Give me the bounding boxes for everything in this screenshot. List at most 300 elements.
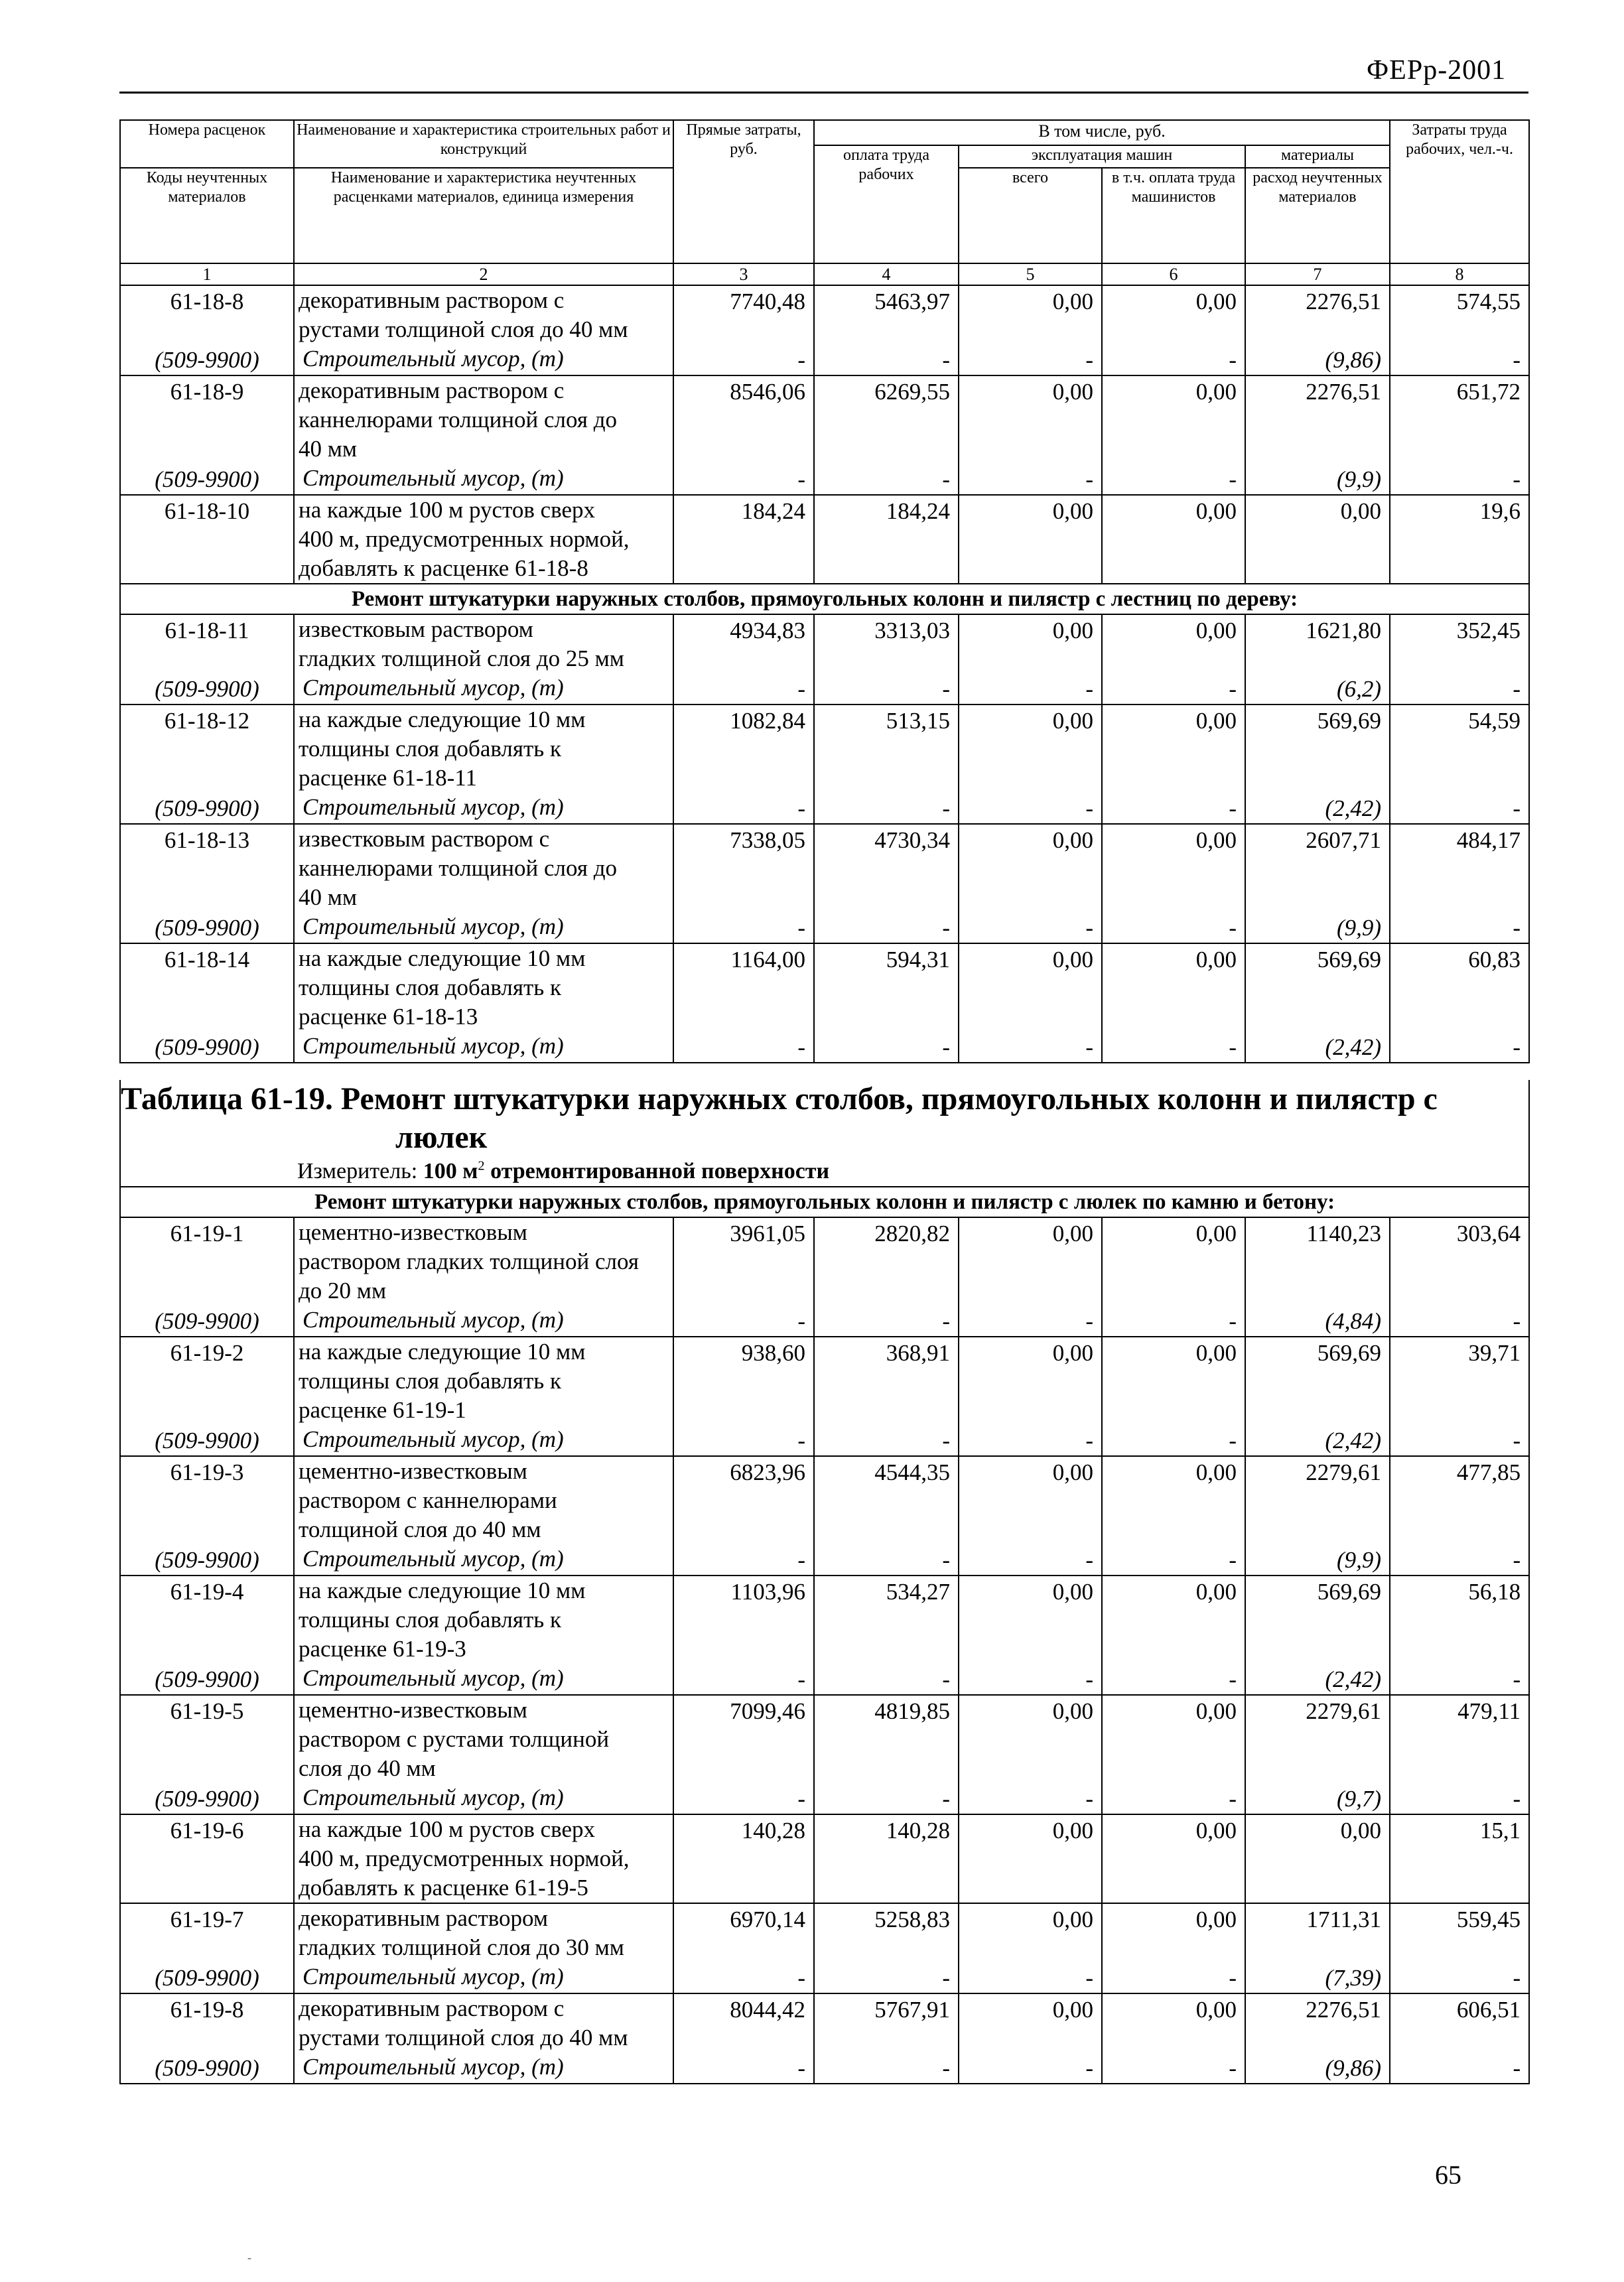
- description-line: расценке 61-19-3: [299, 1636, 466, 1662]
- material-code: (509-9900): [155, 1547, 259, 1573]
- spacer: [1103, 436, 1237, 465]
- rate-row: [120, 705, 1529, 824]
- direct-costs: 140,28: [741, 1818, 805, 1844]
- material-labor-hours: -: [1513, 466, 1521, 493]
- rate-code-cell: [120, 1217, 294, 1337]
- spacer: [1246, 1397, 1381, 1426]
- spacer: [815, 1934, 950, 1964]
- header-col2-top: Наименование и характеристика строительных работ и конструкций: [294, 120, 673, 168]
- machines-total-cell: [959, 285, 1102, 375]
- machinist-wages-cell: [1102, 1576, 1245, 1695]
- rates-table-61-18: [119, 119, 1530, 1063]
- material-code: (509-9900): [155, 915, 259, 941]
- spacer: [121, 436, 293, 465]
- material-machines-total: -: [1085, 1965, 1093, 1991]
- machines-total-cell: [959, 1576, 1102, 1695]
- worker-wages: 594,31: [886, 947, 950, 973]
- worker-wages: 4544,35: [874, 1459, 950, 1485]
- spacer: [959, 736, 1093, 765]
- spacer: [1390, 855, 1521, 884]
- spacer: [1246, 436, 1381, 465]
- spacer: [1246, 1636, 1381, 1665]
- description-line: 40 мм: [299, 884, 358, 911]
- spacer: [1246, 316, 1381, 346]
- rate-description-cell: [294, 943, 673, 1063]
- rate-description-cell: [294, 1456, 673, 1576]
- spacer: [815, 407, 950, 436]
- machines-total-cell: [959, 614, 1102, 705]
- materials: 569,69: [1317, 1579, 1381, 1605]
- spacer: [959, 1726, 1093, 1755]
- rate-code-cell: [120, 614, 294, 705]
- rate-row: [120, 1695, 1529, 1814]
- spacer: [121, 1636, 293, 1665]
- material-machines-total: -: [1085, 1666, 1093, 1692]
- rate-description-cell: [294, 1576, 673, 1695]
- material-machines-total: -: [1085, 915, 1093, 941]
- spacer: [121, 1248, 293, 1278]
- column-number: 7: [1245, 263, 1390, 285]
- column-numbers: [120, 263, 1529, 285]
- spacer: [674, 1516, 805, 1546]
- machinist-wages: 0,00: [1195, 1459, 1237, 1485]
- spacer: [815, 1278, 950, 1307]
- materials: 1621,80: [1306, 618, 1382, 644]
- description-line: декоративным раствором с: [299, 287, 565, 314]
- materials-cell: [1245, 1576, 1390, 1695]
- spacer: [121, 884, 293, 913]
- spacer: [1103, 407, 1237, 436]
- machinist-wages: 0,00: [1195, 947, 1237, 973]
- measure-row: [120, 1157, 1529, 1187]
- spacer: [959, 1516, 1093, 1546]
- labor-hours-cell: [1390, 495, 1529, 584]
- spacer: [1390, 407, 1521, 436]
- spacer: [1103, 1726, 1237, 1755]
- direct-costs: 1164,00: [730, 947, 805, 973]
- labor-hours: 479,11: [1457, 1698, 1521, 1724]
- labor-hours-cell: [1390, 1217, 1529, 1337]
- worker-wages-cell: [814, 1456, 959, 1576]
- header-col1-bottom: Коды неучтенных материалов: [120, 168, 294, 263]
- spacer: [815, 884, 950, 913]
- rate-code: 61-19-5: [170, 1698, 244, 1724]
- measure-label: Измеритель:: [297, 1159, 423, 1183]
- spacer: [815, 765, 950, 794]
- spacer: [121, 1004, 293, 1033]
- material-name: Строительный мусор, (т): [303, 465, 564, 492]
- direct-costs-cell: [673, 943, 814, 1063]
- labor-hours-cell: [1390, 1337, 1529, 1456]
- worker-wages-cell: [814, 1695, 959, 1814]
- rate-row: [120, 1814, 1529, 1903]
- material-code: (509-9900): [155, 1786, 259, 1812]
- materials: 2276,51: [1306, 379, 1382, 405]
- header-machines: эксплуатация машин: [959, 145, 1245, 168]
- column-number: 4: [814, 263, 959, 285]
- labor-hours: 303,64: [1456, 1221, 1521, 1246]
- table1-entries-b: [120, 614, 1529, 1063]
- rates-table-61-19: [119, 1080, 1530, 2084]
- worker-wages: 4819,85: [874, 1698, 950, 1724]
- material-worker-wages: -: [942, 466, 950, 493]
- spacer: [1103, 645, 1237, 675]
- header-col2-bottom: Наименование и характеристика неучтенных расценками материалов, единица измерения: [294, 168, 673, 263]
- header-group-including: В том числе, руб.: [814, 120, 1390, 145]
- description-line: каннелюрами толщиной слоя до: [299, 407, 618, 433]
- spacer: [959, 1607, 1093, 1636]
- spacer: [674, 974, 805, 1004]
- description-line: раствором с каннелюрами: [299, 1487, 557, 1513]
- worker-wages-cell: [814, 705, 959, 824]
- description-line: до 20 мм: [299, 1278, 387, 1304]
- material-worker-wages: -: [942, 1034, 950, 1061]
- worker-wages-cell: [814, 375, 959, 495]
- spacer: [674, 1934, 805, 1964]
- rate-description-cell: [294, 1993, 673, 2084]
- spacer: [815, 736, 950, 765]
- spacer: [959, 2025, 1093, 2054]
- machines-total: 0,00: [1052, 289, 1093, 315]
- spacer: [815, 1755, 950, 1784]
- labor-hours-cell: [1390, 1814, 1529, 1903]
- rate-code: 61-19-3: [170, 1459, 244, 1485]
- material-direct-costs: -: [797, 1034, 805, 1061]
- machinist-wages-cell: [1102, 705, 1245, 824]
- spacer: [1103, 1368, 1237, 1397]
- material-direct-costs: -: [797, 2055, 805, 2081]
- direct-costs-cell: [673, 1993, 814, 2084]
- stray-mark: -: [247, 2251, 251, 2264]
- spacer: [1390, 1004, 1521, 1033]
- material-name: Строительный мусор, (т): [303, 1426, 564, 1452]
- materials: 2279,61: [1306, 1459, 1381, 1485]
- machines-total: 0,00: [1052, 1579, 1093, 1605]
- rate-description-cell: [294, 1695, 673, 1814]
- spacer: [1246, 645, 1381, 675]
- spacer: [121, 974, 293, 1004]
- spacer: [815, 1726, 950, 1755]
- material-code: (509-9900): [155, 1308, 259, 1334]
- machines-total: 0,00: [1052, 827, 1093, 854]
- spacer: [1103, 1487, 1237, 1516]
- material-materials: (9,9): [1336, 466, 1382, 493]
- machines-total-cell: [959, 1456, 1102, 1576]
- materials-cell: [1245, 824, 1390, 943]
- direct-costs: 4934,83: [730, 618, 805, 644]
- rate-row: [120, 614, 1529, 705]
- description-line: толщины слоя добавлять к: [299, 736, 561, 762]
- labor-hours-cell: [1390, 1576, 1529, 1695]
- spacer: [1390, 1278, 1521, 1307]
- spacer: [674, 1726, 805, 1755]
- machines-total: 0,00: [1052, 947, 1093, 973]
- worker-wages-cell: [814, 943, 959, 1063]
- material-machinist-wages: -: [1229, 2055, 1237, 2081]
- material-machinist-wages: -: [1229, 1034, 1237, 1061]
- description-line: раствором с рустами толщиной: [299, 1726, 610, 1752]
- material-materials: (2,42): [1325, 1428, 1381, 1453]
- spacer: [674, 1607, 805, 1636]
- spacer: [1103, 855, 1237, 884]
- material-materials: (9,7): [1336, 1786, 1381, 1812]
- spacer: [674, 1278, 805, 1307]
- spacer: [1103, 974, 1237, 1004]
- rate-row: [120, 1337, 1529, 1456]
- spacer: [815, 1607, 950, 1636]
- spacer: [815, 1397, 950, 1426]
- machinist-wages: 0,00: [1195, 1340, 1237, 1366]
- table1-section: [120, 584, 1529, 614]
- rate-description-cell: [294, 285, 673, 375]
- material-machinist-wages: -: [1229, 1786, 1237, 1812]
- description-line: известковым раствором: [299, 616, 533, 643]
- direct-costs: 938,60: [741, 1340, 805, 1366]
- measure-sup: 2: [478, 1158, 485, 1174]
- material-code: (509-9900): [155, 1428, 259, 1453]
- page-number: 65: [1435, 2160, 1461, 2190]
- material-direct-costs: -: [797, 1786, 805, 1812]
- material-labor-hours: -: [1513, 676, 1521, 703]
- spacer: [1246, 765, 1381, 794]
- material-name: Строительный мусор, (т): [303, 346, 564, 372]
- spacer: [1246, 736, 1381, 765]
- spacer: [121, 1755, 293, 1784]
- table1-entries-a: [120, 285, 1529, 584]
- labor-hours: 15,1: [1479, 1818, 1521, 1844]
- machines-total-cell: [959, 705, 1102, 824]
- materials: 569,69: [1317, 947, 1382, 973]
- materials-cell: [1245, 1695, 1390, 1814]
- rate-code: 61-19-7: [170, 1907, 244, 1932]
- machinist-wages: 0,00: [1195, 827, 1237, 854]
- spacer: [121, 736, 293, 765]
- material-direct-costs: -: [797, 915, 805, 941]
- table-title-line1: Таблица 61-19. Ремонт штукатурки наружных столбов, прямоугольных колонн и пилястр с: [121, 1081, 1438, 1116]
- labor-hours-cell: [1390, 1903, 1529, 1993]
- material-direct-costs: -: [797, 795, 805, 822]
- material-worker-wages: -: [942, 1965, 950, 1991]
- description-line: раствором гладких толщиной слоя: [299, 1248, 639, 1274]
- materials-cell: [1245, 1217, 1390, 1337]
- worker-wages: 3313,03: [874, 618, 950, 644]
- material-name: Строительный мусор, (т): [303, 1307, 564, 1333]
- direct-costs-cell: [673, 1814, 814, 1903]
- spacer: [1390, 1516, 1521, 1546]
- material-name: Строительный мусор, (т): [303, 1033, 564, 1059]
- rate-code: 61-19-2: [170, 1340, 244, 1366]
- direct-costs-cell: [673, 1695, 814, 1814]
- material-machines-total: -: [1085, 1547, 1093, 1573]
- description-line: расценке 61-18-11: [299, 765, 477, 791]
- machinist-wages-cell: [1102, 824, 1245, 943]
- spacer: [1246, 1607, 1381, 1636]
- spacer: [1246, 407, 1381, 436]
- rate-code: 61-18-9: [170, 379, 244, 405]
- spacer: [959, 1397, 1093, 1426]
- machinist-wages: 0,00: [1195, 1997, 1237, 2023]
- machinist-wages-cell: [1102, 1217, 1245, 1337]
- header-unaccounted-materials: расход неучтенных материалов: [1245, 168, 1390, 263]
- labor-hours-cell: [1390, 375, 1529, 495]
- materials-cell: [1245, 1456, 1390, 1576]
- labor-hours: 574,55: [1456, 289, 1521, 315]
- rate-code-cell: [120, 943, 294, 1063]
- material-direct-costs: -: [797, 1308, 805, 1334]
- material-machines-total: -: [1085, 795, 1093, 822]
- direct-costs-cell: [673, 614, 814, 705]
- spacer: [959, 855, 1093, 884]
- material-worker-wages: -: [942, 915, 950, 941]
- rate-code-cell: [120, 705, 294, 824]
- labor-hours: 651,72: [1456, 379, 1521, 405]
- rate-description-cell: [294, 1814, 673, 1903]
- header-machinist-wages: в т.ч. оплата труда машинистов: [1102, 168, 1245, 263]
- spacer: [959, 1368, 1093, 1397]
- material-worker-wages: -: [942, 1428, 950, 1453]
- machines-total: 0,00: [1052, 1459, 1093, 1485]
- rate-code: 61-18-11: [165, 618, 249, 644]
- spacer: [121, 1726, 293, 1755]
- spacer: [1246, 1487, 1381, 1516]
- labor-hours-cell: [1390, 824, 1529, 943]
- material-machinist-wages: -: [1229, 915, 1237, 941]
- machines-total-cell: [959, 1695, 1102, 1814]
- rate-row: [120, 1217, 1529, 1337]
- header-labor-hours: Затраты труда рабочих, чел.-ч.: [1390, 120, 1529, 263]
- spacer: [674, 436, 805, 465]
- direct-costs-cell: [673, 824, 814, 943]
- material-materials: (9,9): [1336, 915, 1382, 941]
- direct-costs: 8044,42: [730, 1997, 805, 2023]
- spacer: [121, 1516, 293, 1546]
- description-line: толщины слоя добавлять к: [299, 1368, 561, 1394]
- direct-costs: 7740,48: [730, 289, 805, 315]
- machines-total-cell: [959, 943, 1102, 1063]
- description-line: цементно-известковым: [299, 1458, 527, 1484]
- worker-wages: 2820,82: [874, 1221, 950, 1246]
- material-direct-costs: -: [797, 1428, 805, 1453]
- material-name: Строительный мусор, (т): [303, 1665, 564, 1691]
- worker-wages: 5258,83: [874, 1907, 950, 1932]
- description-line: цементно-известковым: [299, 1697, 527, 1723]
- material-labor-hours: -: [1513, 1428, 1521, 1453]
- spacer: [1390, 316, 1521, 346]
- spacer: [959, 436, 1093, 465]
- worker-wages: 368,91: [886, 1340, 950, 1366]
- description-line: каннелюрами толщиной слоя до: [299, 855, 618, 882]
- worker-wages: 534,27: [886, 1579, 950, 1605]
- material-machinist-wages: -: [1229, 1308, 1237, 1334]
- spacer: [959, 316, 1093, 346]
- labor-hours-cell: [1390, 1993, 1529, 2084]
- machinist-wages-cell: [1102, 1695, 1245, 1814]
- column-number: 2: [294, 263, 673, 285]
- material-direct-costs: -: [797, 1965, 805, 1991]
- rate-code-cell: [120, 1814, 294, 1903]
- column-number: 3: [673, 263, 814, 285]
- spacer: [1246, 1726, 1381, 1755]
- header-direct-costs: Прямые затраты, руб.: [673, 120, 814, 263]
- material-machinist-wages: -: [1229, 1666, 1237, 1692]
- worker-wages: 4730,34: [874, 827, 950, 854]
- labor-hours: 352,45: [1456, 618, 1521, 644]
- direct-costs: 6823,96: [730, 1459, 805, 1485]
- machinist-wages: 0,00: [1195, 1579, 1237, 1605]
- direct-costs-cell: [673, 1337, 814, 1456]
- spacer: [1390, 1248, 1521, 1278]
- materials: 2276,51: [1306, 1997, 1381, 2023]
- description-line: расценке 61-18-13: [299, 1004, 478, 1030]
- labor-hours-cell: [1390, 705, 1529, 824]
- spacer: [121, 1487, 293, 1516]
- description-line: расценке 61-19-1: [299, 1397, 466, 1423]
- spacer: [674, 1487, 805, 1516]
- spacer: [1103, 1755, 1237, 1784]
- description-line: известковым раствором с: [299, 826, 550, 852]
- spacer: [1103, 316, 1237, 346]
- rate-row: [120, 1993, 1529, 2084]
- spacer: [674, 645, 805, 675]
- spacer: [674, 1248, 805, 1278]
- spacer: [674, 407, 805, 436]
- rate-row: [120, 1456, 1529, 1576]
- material-materials: (9,86): [1325, 2055, 1381, 2081]
- materials: 569,69: [1317, 1340, 1381, 1366]
- direct-costs-cell: [673, 1576, 814, 1695]
- spacer: [1246, 974, 1381, 1004]
- spacer: [1246, 1516, 1381, 1546]
- worker-wages: 140,28: [886, 1818, 950, 1844]
- worker-wages-cell: [814, 1576, 959, 1695]
- spacer: [1390, 436, 1521, 465]
- materials-cell: [1245, 1903, 1390, 1993]
- header-col1-top: Номера расценок: [120, 120, 294, 168]
- machines-total: 0,00: [1052, 1698, 1093, 1724]
- direct-costs-cell: [673, 285, 814, 375]
- direct-costs: 1103,96: [730, 1579, 805, 1605]
- worker-wages: 5767,91: [874, 1997, 950, 2023]
- rate-code-cell: [120, 375, 294, 495]
- material-worker-wages: -: [942, 2055, 950, 2081]
- machinist-wages: 0,00: [1195, 498, 1237, 525]
- material-machines-total: -: [1085, 347, 1093, 373]
- description-line: гладких толщиной слоя до 30 мм: [299, 1934, 624, 1960]
- machines-total-cell: [959, 495, 1102, 584]
- material-direct-costs: -: [797, 1547, 805, 1573]
- spacer: [1390, 884, 1521, 913]
- rate-code-cell: [120, 1576, 294, 1695]
- machines-total-cell: [959, 1903, 1102, 1993]
- labor-hours: 559,45: [1456, 1907, 1521, 1932]
- description-line: на каждые 100 м рустов сверх: [299, 1816, 596, 1842]
- material-worker-wages: -: [942, 347, 950, 373]
- worker-wages-cell: [814, 1217, 959, 1337]
- spacer: [121, 645, 293, 675]
- spacer: [1103, 884, 1237, 913]
- rate-row: [120, 824, 1529, 943]
- section-heading: Ремонт штукатурки наружных столбов, прямоугольных колонн и пилястр с лестниц по дереву:: [120, 584, 1529, 614]
- spacer: [1246, 1755, 1381, 1784]
- material-materials: (2,42): [1325, 795, 1382, 822]
- machinist-wages-cell: [1102, 495, 1245, 584]
- material-materials: (9,86): [1325, 347, 1382, 373]
- material-code: (509-9900): [155, 1666, 259, 1692]
- rate-code-cell: [120, 285, 294, 375]
- material-name: Строительный мусор, (т): [303, 675, 564, 701]
- materials: 1140,23: [1306, 1221, 1381, 1246]
- labor-hours: 484,17: [1456, 827, 1521, 854]
